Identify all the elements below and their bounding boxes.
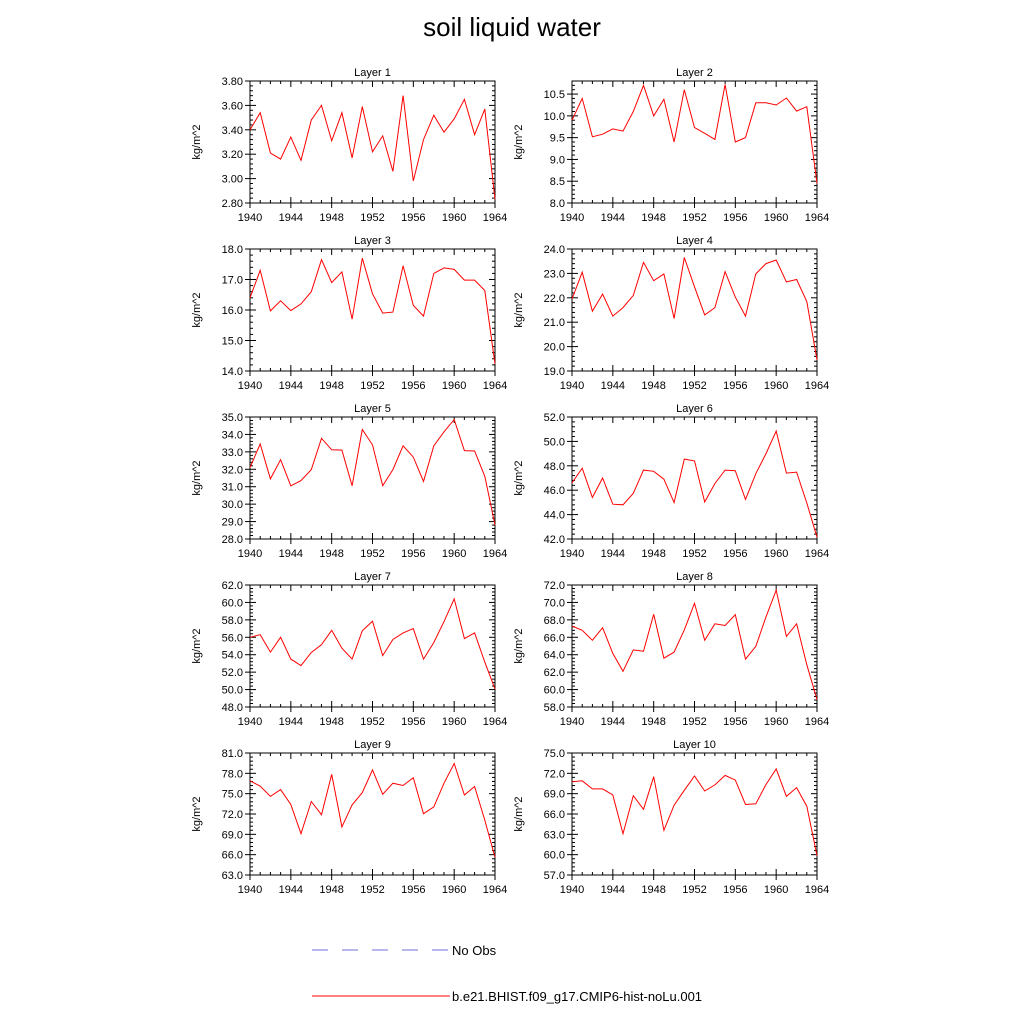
plot-frame (572, 753, 817, 875)
legend-obs-label: No Obs (452, 942, 497, 958)
x-tick-label: 1952 (682, 212, 707, 224)
legend-model (312, 987, 702, 1005)
x-tick-label: 1956 (401, 716, 426, 728)
x-tick-label: 1940 (559, 716, 585, 728)
y-tick-label: 70.0 (543, 597, 565, 610)
series-line (250, 96, 495, 200)
panel-3 (191, 235, 507, 392)
x-tick-label: 1956 (723, 380, 748, 392)
y-tick-label: 63.0 (221, 870, 243, 882)
y-tick-label: 8.5 (549, 176, 565, 189)
x-tick-label: 1960 (441, 212, 467, 224)
y-tick-label: 9.5 (549, 132, 565, 145)
x-tick-label: 1940 (237, 212, 263, 224)
x-tick-label: 1952 (682, 548, 707, 560)
panel-title: Layer 6 (676, 403, 713, 415)
x-tick-label: 1948 (641, 548, 666, 560)
y-tick-label: 72.0 (221, 809, 243, 821)
y-tick-label: 24.0 (543, 244, 565, 256)
x-tick-label: 1944 (600, 548, 626, 560)
x-tick-label: 1944 (600, 212, 626, 224)
x-tick-label: 1944 (278, 548, 304, 560)
y-tick-label: 66.0 (221, 849, 243, 862)
x-tick-label: 1960 (763, 380, 789, 392)
x-tick-label: 1960 (763, 212, 789, 224)
y-tick-label: 44.0 (543, 509, 565, 522)
x-tick-label: 1964 (804, 380, 830, 392)
x-tick-label: 1952 (360, 884, 385, 896)
series-line (572, 590, 817, 699)
y-tick-label: 17.0 (221, 274, 243, 287)
x-tick-label: 1952 (682, 716, 707, 728)
x-tick-label: 1960 (763, 548, 789, 560)
y-tick-label: 52.0 (221, 667, 243, 680)
x-tick-label: 1956 (723, 212, 748, 224)
x-tick-label: 1948 (641, 212, 666, 224)
y-axis-label: kg/m^2 (191, 628, 203, 664)
y-tick-label: 66.0 (543, 809, 565, 821)
y-tick-label: 60.0 (543, 849, 565, 862)
y-tick-label: 28.0 (221, 534, 243, 546)
x-tick-label: 1964 (482, 716, 508, 728)
panel-title: Layer 5 (354, 403, 391, 415)
y-tick-label: 19.0 (543, 366, 565, 378)
x-tick-label: 1940 (559, 884, 585, 896)
x-tick-label: 1960 (763, 884, 789, 896)
y-tick-label: 75.0 (221, 788, 243, 801)
y-tick-label: 50.0 (543, 436, 565, 449)
y-tick-label: 3.60 (221, 100, 243, 113)
x-tick-label: 1960 (763, 716, 789, 728)
x-tick-label: 1964 (804, 548, 830, 560)
legend-obs (312, 941, 496, 959)
y-tick-label: 3.80 (221, 76, 243, 88)
x-tick-label: 1944 (278, 884, 304, 896)
x-tick-label: 1940 (237, 716, 263, 728)
y-tick-label: 35.0 (221, 412, 243, 424)
x-tick-label: 1964 (804, 716, 830, 728)
y-tick-label: 50.0 (221, 684, 243, 697)
y-axis-label: kg/m^2 (513, 796, 525, 832)
x-tick-label: 1952 (360, 212, 385, 224)
y-tick-label: 46.0 (543, 485, 565, 498)
plot-frame (250, 585, 495, 707)
x-tick-label: 1944 (600, 884, 626, 896)
y-tick-label: 10.5 (543, 89, 565, 102)
series-line (250, 258, 495, 364)
y-axis-label: kg/m^2 (191, 460, 203, 496)
y-tick-label: 14.0 (221, 366, 243, 378)
x-tick-label: 1952 (360, 548, 385, 560)
plot-frame (250, 81, 495, 203)
panel-title: Layer 3 (354, 235, 391, 247)
plot-frame (250, 753, 495, 875)
x-tick-label: 1956 (401, 548, 426, 560)
y-tick-label: 58.0 (543, 702, 565, 714)
x-tick-label: 1952 (682, 380, 707, 392)
x-tick-label: 1940 (237, 548, 263, 560)
y-tick-label: 10.0 (543, 110, 565, 123)
y-axis-label: kg/m^2 (513, 292, 525, 328)
y-tick-label: 33.0 (221, 446, 243, 459)
y-axis-label: kg/m^2 (191, 292, 203, 328)
series-line (250, 420, 495, 525)
panel-6 (513, 403, 829, 560)
panel-title: Layer 1 (354, 67, 391, 79)
y-tick-label: 9.0 (549, 154, 565, 167)
series-line (572, 258, 817, 361)
y-tick-label: 60.0 (543, 684, 565, 697)
y-tick-label: 16.0 (221, 305, 243, 317)
y-tick-label: 63.0 (543, 829, 565, 842)
x-tick-label: 1944 (278, 380, 304, 392)
x-tick-label: 1952 (360, 716, 385, 728)
y-tick-label: 15.0 (221, 335, 243, 348)
y-axis-label: kg/m^2 (513, 628, 525, 664)
x-tick-label: 1960 (441, 716, 467, 728)
x-tick-label: 1964 (482, 548, 508, 560)
x-tick-label: 1956 (723, 884, 748, 896)
x-tick-label: 1948 (319, 548, 344, 560)
x-tick-label: 1944 (600, 716, 626, 728)
y-tick-label: 58.0 (221, 614, 243, 627)
y-tick-label: 69.0 (221, 829, 243, 842)
y-tick-label: 42.0 (543, 534, 565, 546)
x-tick-label: 1964 (804, 212, 830, 224)
plot-frame (572, 417, 817, 539)
panel-4 (513, 235, 829, 392)
y-tick-label: 29.0 (221, 516, 243, 529)
y-tick-label: 48.0 (543, 460, 565, 473)
y-axis-label: kg/m^2 (191, 796, 203, 832)
y-tick-label: 34.0 (221, 429, 243, 442)
y-tick-label: 62.0 (221, 580, 243, 592)
y-tick-label: 64.0 (543, 649, 565, 662)
chart-title: soil liquid water (423, 12, 601, 42)
y-tick-label: 30.0 (221, 499, 243, 512)
x-tick-label: 1964 (482, 380, 508, 392)
x-tick-label: 1948 (319, 716, 344, 728)
x-tick-label: 1940 (237, 884, 263, 896)
x-tick-label: 1948 (641, 380, 666, 392)
panel-7 (191, 571, 507, 728)
y-tick-label: 8.0 (549, 198, 565, 210)
plot-frame (250, 417, 495, 539)
y-tick-label: 3.00 (221, 173, 243, 186)
panel-title: Layer 4 (676, 235, 713, 247)
x-tick-label: 1960 (441, 884, 467, 896)
y-tick-label: 75.0 (543, 748, 565, 760)
x-tick-label: 1952 (682, 884, 707, 896)
x-tick-label: 1940 (559, 212, 585, 224)
y-tick-label: 68.0 (543, 614, 565, 627)
series-line (572, 769, 817, 856)
x-tick-label: 1952 (360, 380, 385, 392)
series-line (572, 431, 817, 537)
y-tick-label: 60.0 (221, 597, 243, 610)
x-tick-label: 1956 (723, 716, 748, 728)
x-tick-label: 1948 (319, 884, 344, 896)
legend-model-label: b.e21.BHIST.f09_g17.CMIP6-hist-noLu.001 (452, 988, 703, 1004)
y-tick-label: 3.40 (221, 124, 243, 137)
plot-frame (572, 249, 817, 371)
x-tick-label: 1956 (723, 548, 748, 560)
plot-frame (250, 249, 495, 371)
x-tick-label: 1964 (482, 884, 508, 896)
legend-model-line (312, 987, 452, 1005)
y-tick-label: 56.0 (221, 632, 243, 645)
x-tick-label: 1956 (401, 884, 426, 896)
panel-2 (513, 67, 829, 224)
panel-8 (513, 571, 829, 728)
y-tick-label: 81.0 (221, 748, 243, 760)
x-tick-label: 1944 (600, 380, 626, 392)
series-line (250, 599, 495, 689)
x-tick-label: 1944 (278, 716, 304, 728)
y-tick-label: 32.0 (221, 464, 243, 477)
panel-5 (191, 403, 507, 560)
x-tick-label: 1940 (559, 380, 585, 392)
x-tick-label: 1948 (319, 212, 344, 224)
y-tick-label: 52.0 (543, 412, 565, 424)
panel-1 (191, 67, 507, 224)
panel-10 (513, 739, 829, 896)
y-tick-label: 23.0 (543, 268, 565, 281)
legend-obs-line (312, 941, 452, 959)
y-tick-label: 57.0 (543, 870, 565, 882)
x-tick-label: 1948 (641, 716, 666, 728)
x-tick-label: 1960 (441, 380, 467, 392)
y-tick-label: 66.0 (543, 632, 565, 645)
y-tick-label: 48.0 (221, 702, 243, 714)
panel-title: Layer 7 (354, 571, 391, 583)
y-tick-label: 21.0 (543, 317, 565, 330)
x-tick-label: 1964 (804, 884, 830, 896)
y-tick-label: 69.0 (543, 788, 565, 801)
y-axis-label: kg/m^2 (513, 460, 525, 496)
y-tick-label: 20.0 (543, 341, 565, 354)
y-tick-label: 2.80 (221, 198, 243, 210)
y-tick-label: 22.0 (543, 292, 565, 305)
y-tick-label: 62.0 (543, 667, 565, 680)
y-axis-label: kg/m^2 (513, 124, 525, 160)
x-tick-label: 1956 (401, 212, 426, 224)
x-tick-label: 1960 (441, 548, 467, 560)
panel-title: Layer 9 (354, 739, 391, 751)
series-line (250, 764, 495, 858)
x-tick-label: 1956 (401, 380, 426, 392)
y-tick-label: 31.0 (221, 481, 243, 494)
y-tick-label: 3.20 (221, 149, 243, 162)
y-tick-label: 72.0 (543, 580, 565, 592)
panel-title: Layer 10 (673, 739, 716, 751)
y-tick-label: 18.0 (221, 244, 243, 256)
panel-title: Layer 8 (676, 571, 713, 583)
series-line (572, 85, 817, 184)
x-tick-label: 1940 (237, 380, 263, 392)
y-tick-label: 72.0 (543, 768, 565, 781)
x-tick-label: 1948 (319, 380, 344, 392)
y-tick-label: 78.0 (221, 768, 243, 781)
y-axis-label: kg/m^2 (191, 124, 203, 160)
panel-9 (191, 739, 507, 896)
y-tick-label: 54.0 (221, 649, 243, 662)
x-tick-label: 1944 (278, 212, 304, 224)
x-tick-label: 1940 (559, 548, 585, 560)
x-tick-label: 1948 (641, 884, 666, 896)
x-tick-label: 1964 (482, 212, 508, 224)
panel-title: Layer 2 (676, 67, 713, 79)
plot-frame (572, 81, 817, 203)
